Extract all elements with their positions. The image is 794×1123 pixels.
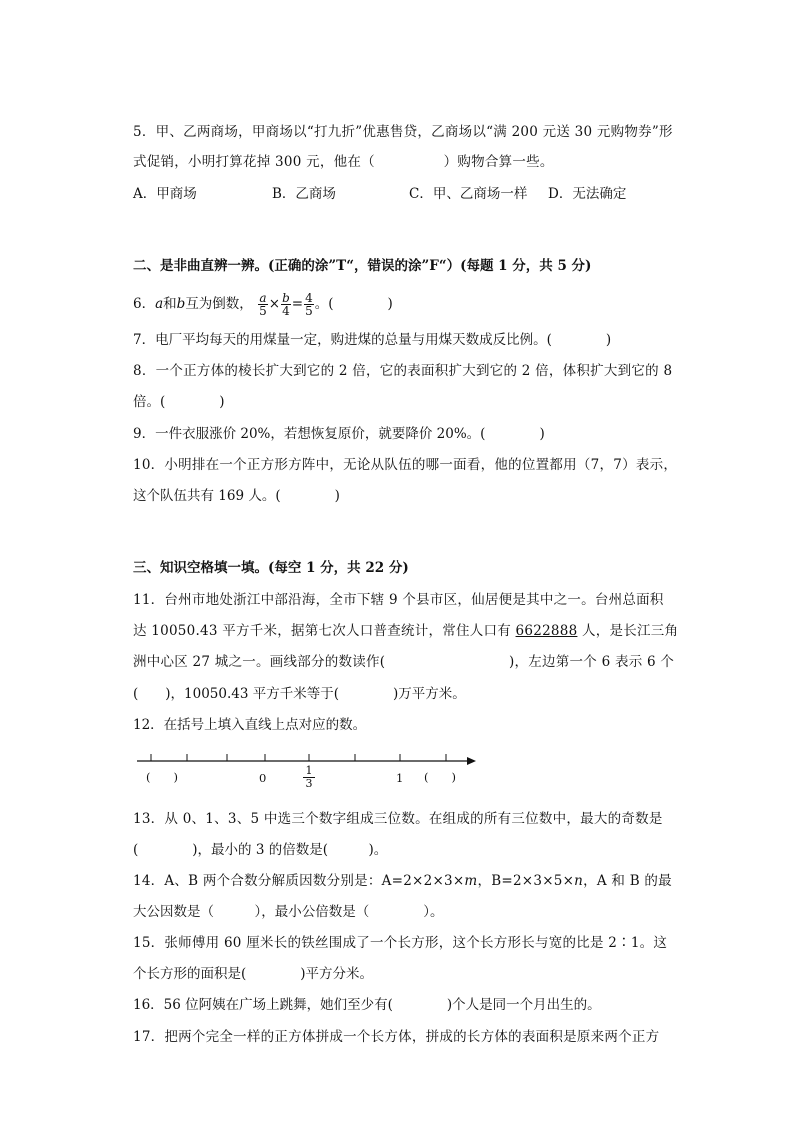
q11-line-1: 11．台州市地处浙江中部沿海，全市下辖 9 个县市区，仙居便是其中之一。台州总面积 <box>133 592 664 608</box>
q7: 7．电厂平均每天的用煤量一定，购进煤的总量与用煤天数成反比例。( ) <box>133 332 612 348</box>
fraction-a-over-5: $\frac{a}{5}$ <box>259 291 267 318</box>
q8-line-1: 8．一个正方体的棱长扩大到它的 2 倍，它的表面积扩大到它的 2 倍，体积扩大到它的 8 <box>133 363 673 379</box>
q13-line-1: 13．从 0、1、3、5 中选三个数字组成三位数。在组成的所有三位数中，最大的奇数是 <box>133 811 663 827</box>
q12: 12．在括号上填入直线上点对应的数。 <box>133 717 367 733</box>
q14-line-1: 14．A、B 两个合数分解质因数分别是：A=2×2×3×m，B=2×3×5×n，A 和 B 的最 <box>133 873 672 889</box>
section-3-heading: 三、知识空格填一填。(每空 1 分，共 22 分) <box>133 560 409 576</box>
q15-line-2: 个长方形的面积是( )平方分米。 <box>133 966 374 982</box>
q5-option-a[interactable]: A．甲商场 <box>133 186 197 202</box>
q15-line-1: 15．张师傅用 60 厘米长的铁丝围成了一个长方形，这个长方形长与宽的比是 2∶1。这 <box>133 935 668 951</box>
q5-line-1: 5．甲、乙两商场，甲商场以“打九折”优惠售贷，乙商场以“满 200 元送 30 元购物券”形 <box>133 124 673 140</box>
q16: 16．56 位阿姨在广场上跳舞，她们至少有( )个人是同一个月出生的。 <box>133 997 601 1013</box>
underlined-number: 6622888 <box>515 623 578 639</box>
q11-line-3: 洲中心区 27 城之一。画线部分的数读作( )，左边第一个 6 表示 6 个 <box>133 654 675 670</box>
q11-line-4: ( )，10050.43 平方千米等于( )万平方米。 <box>133 686 466 702</box>
q11-line-2: 达 10050.43 平方千米，据第七次人口普查统计，常住人口有 6622888 人，是长江三角 <box>133 623 679 639</box>
q5-option-b[interactable]: B．乙商场 <box>272 186 336 202</box>
q9: 9．一件衣服涨价 20%，若想恢复原价，就要降价 20%。( ) <box>133 426 545 442</box>
number-line-label-one-third: $\frac{1}{3}$ <box>303 765 315 790</box>
section-2-heading: 二、是非曲直辨一辨。(正确的涂”T“，错误的涂”F“）(每题 1 分，共 5 分) <box>133 258 592 274</box>
q10-line-2: 这个队伍共有 169 人。( ) <box>133 488 340 504</box>
q14-line-2: 大公因数是（ ），最小公倍数是（ ）。 <box>133 904 444 920</box>
q17: 17．把两个完全一样的正方体拼成一个长方体，拼成的长方体的表面积是原来两个正方 <box>133 1029 660 1045</box>
fraction-b-over-4: $\frac{b}{4}$ <box>282 291 290 318</box>
q5-option-d[interactable]: D．无法确定 <box>548 186 627 202</box>
q10-line-1: 10．小明排在一个正方形方阵中，无论从队伍的哪一面看，他的位置都用（7，7）表示， <box>133 457 678 473</box>
number-line-label-zero: 0 <box>259 771 267 785</box>
q8-line-2: 倍。( ) <box>133 394 225 410</box>
q13-line-2: ( )，最小的 3 的倍数是( )。 <box>133 842 388 858</box>
q5-line-2: 式促销，小明打算花掉 300 元，他在（ ）购物合算一些。 <box>133 154 554 170</box>
fraction-4-over-5: $\frac{4}{5}$ <box>305 291 313 318</box>
number-line-blank-right[interactable]: ( ) <box>424 770 456 784</box>
q5-option-c[interactable]: C．甲、乙商场一样 <box>409 186 528 202</box>
q6: 6．a和b互为倒数， $\frac{a}{5}$ × $\frac{b}{4}$ = $\frac{4}{5}$ 。( ) <box>133 291 393 318</box>
number-line-blank-left[interactable]: ( ) <box>146 770 178 784</box>
number-line-label-one: 1 <box>396 771 404 785</box>
